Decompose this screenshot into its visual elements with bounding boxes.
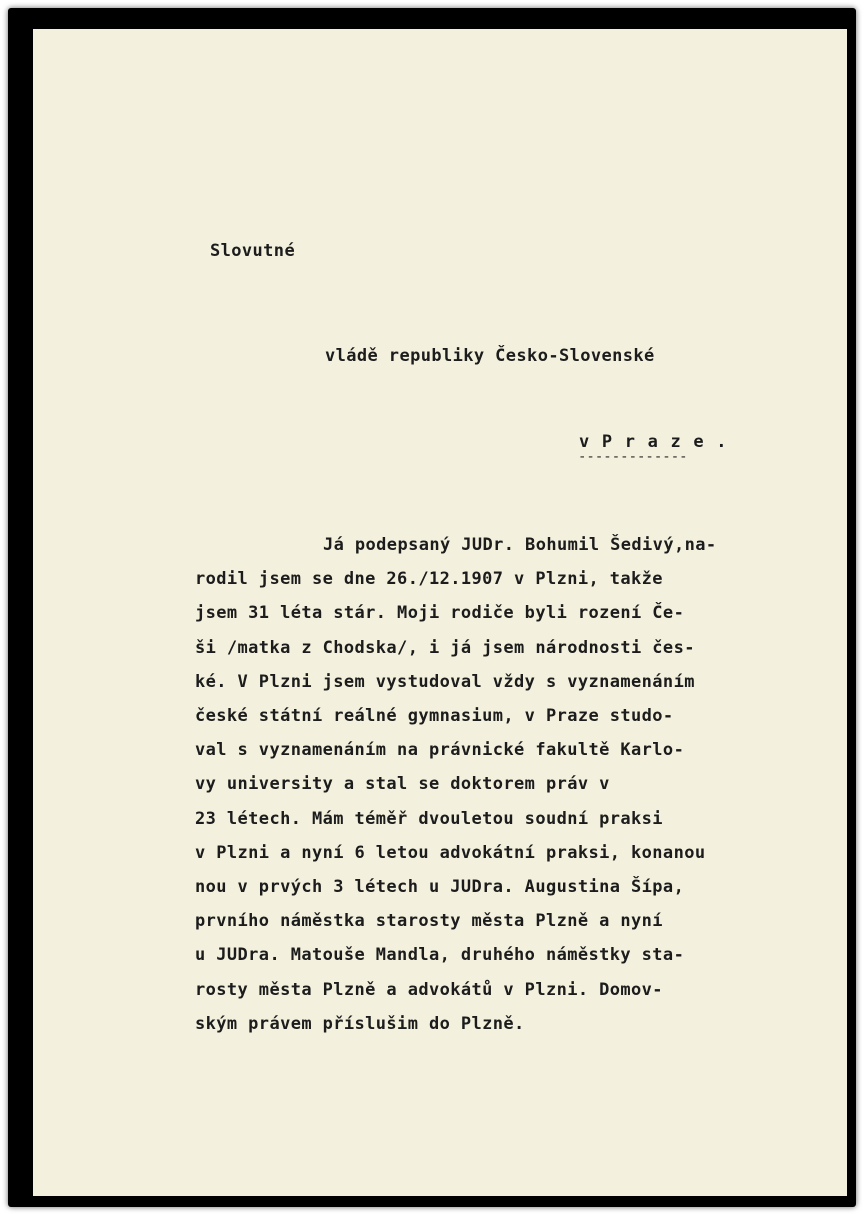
body-line-text: v Plzni a nyní 6 letou advokátní praksi, konanou <box>195 842 706 863</box>
body-line-text: Já podepsaný JUDr. Bohumil Šedivý,na- <box>323 535 717 555</box>
body-line-7 <box>195 740 817 760</box>
body-line-text: val s vyznamenáním na právnické fakultě Karlo- <box>195 740 685 761</box>
body-line-8 <box>195 774 817 794</box>
body-line-6 <box>195 706 817 726</box>
body-line-2 <box>195 569 817 589</box>
body-line-text: prvního náměstka starosty města Plzně a nyní <box>195 911 663 932</box>
body-line-3 <box>195 603 817 623</box>
body-line-text: rodil jsem se dne 26./12.1907 v Plzni, takže <box>195 569 663 590</box>
body-line-text: nou v prvých 3 létech u JUDra. Augustina Šípa, <box>195 877 685 897</box>
body-line-text: ši /matka z Chodska/, i já jsem národnosti čes- <box>195 637 695 658</box>
body-line-text: ké. V Plzni jsem vystudoval vždy s vyznamenáním <box>195 671 695 692</box>
body-line-text: české státní reálné gymnasium, v Praze studo- <box>195 706 674 726</box>
salutation: Slovutné <box>210 241 296 261</box>
body-line-text: vy university a stal se doktorem práv v <box>195 774 610 795</box>
city-underline: ------------- <box>578 449 688 465</box>
body-line-text: u JUDra. Matouše Mandla, druhého náměstky sta- <box>195 945 685 966</box>
body-line-9 <box>195 809 817 829</box>
body-line-5 <box>195 672 817 692</box>
body-line-text: rosty města Plzně a advokátů v Plzni. Domov- <box>195 979 663 1000</box>
city-line: v P r a z e . <box>579 432 728 452</box>
body-line-12 <box>195 911 817 931</box>
body-line-15 <box>195 1014 817 1034</box>
body-line-4 <box>195 638 817 658</box>
document-page <box>33 29 847 1196</box>
body-line-text: ským právem příslušim do Plzně. <box>195 1013 525 1034</box>
body-line-11 <box>195 877 817 897</box>
body-line-10 <box>195 843 817 863</box>
body-line-text: jsem 31 léta stár. Moji rodiče byli rození Če- <box>195 603 685 624</box>
body-line-14 <box>195 980 817 1000</box>
addressee: vládě republiky Česko-Slovenské <box>325 346 655 366</box>
body-line-text: 23 létech. Mám téměř dvouletou soudní praksi <box>195 808 663 829</box>
document-frame <box>8 8 856 1207</box>
body-line-13 <box>195 945 817 965</box>
body-line-1 <box>323 535 817 555</box>
